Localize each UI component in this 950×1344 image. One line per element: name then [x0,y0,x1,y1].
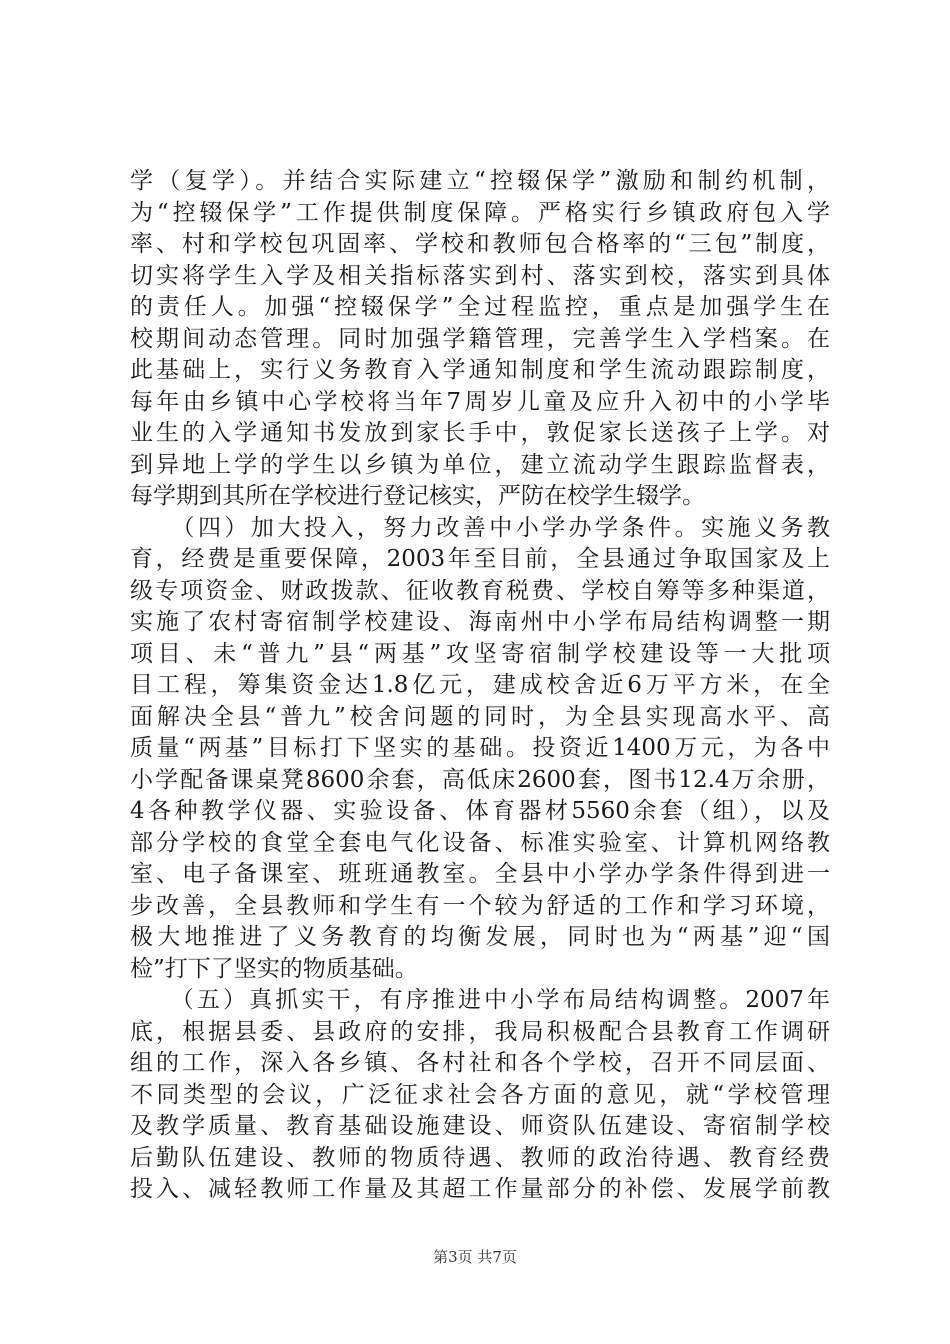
text-line: 每年由乡镇中心学校将当年7周岁儿童及应升入初中的小学毕 [130,388,830,415]
text-line: 校期间动态管理。同时加强学籍管理，完善学生入学档案。在 [130,325,830,352]
text-line: 切实将学生入学及相关指标落实到村、落实到校，落实到具体 [130,262,830,289]
text-line: 为“控辍保学”工作提供制度保障。严格实行乡镇政府包入学 [130,199,830,226]
text-line: 投入、减轻教师工作量及其超工作量部分的补偿、发展学前教 [130,1176,830,1202]
text-line: 不同类型的会议，广泛征求社会各方面的意见，就“学校管理 [130,1081,830,1108]
text-line: 级专项资金、财政拨款、征收教育税费、学校自筹等多种渠道， [130,577,830,604]
text-line: 学（复学）。并结合实际建立“控辍保学”激励和制约机制， [130,168,830,194]
text-line: 育，经费是重要保障，2003年至目前，全县通过争取国家及上 [130,546,830,572]
text-line: 项目、未“普九”县“两基”攻坚寄宿制学校建设等一大批项 [130,640,830,667]
text-line: 每学期到其所在学校进行登记核实，严防在校学生辍学。 [130,483,705,509]
text-line: 4各种教学仪器、实验设备、体育器材5560余套（组），以及 [130,798,830,824]
body-text [130,166,830,1206]
text-line: 到异地上学的学生以乡镇为单位，建立流动学生跟踪监督表， [130,451,830,478]
text-line: 步改善，全县教师和学生有一个较为舒适的工作和学习环境， [130,892,830,919]
text-line: 质量“两基”目标打下坚实的基础。投资近1400万元，为各中 [130,735,830,761]
text-line: 极大地推进了义务教育的均衡发展，同时也为“两基”迎“国 [130,924,830,950]
text-line: 检”打下了坚实的物质基础。 [130,955,418,982]
text-line: 目工程，筹集资金达1.8亿元，建成校舍近6万平方米，在全 [130,672,830,698]
page-footer: 第3页 共7页 [433,1248,517,1266]
text-line: 小学配备课桌凳8600余套，高低床2600套，图书12.4万余册， [130,766,830,793]
text-line: 实施了农村寄宿制学校建设、海南州中小学布局结构调整一期 [130,609,830,635]
text-line: 底，根据县委、县政府的安排，我局积极配合县教育工作调研 [130,1018,830,1045]
text-line: 室、电子备课室、班班通教室。全县中小学办学条件得到进一 [130,861,830,887]
text-line: 的责任人。加强“控辍保学”全过程监控，重点是加强学生在 [130,294,830,320]
text-line: 面解决全县“普九”校舍问题的同时，为全县实现高水平、高 [130,703,830,730]
text-line: 及教学质量、教育基础设施建设、师资队伍建设、寄宿制学校 [130,1113,830,1139]
text-line: （五）真抓实干，有序推进中小学布局结构调整。2007年 [130,987,830,1013]
text-line: 业生的入学通知书发放到家长手中，敦促家长送孩子上学。对 [130,420,830,446]
text-line: （四）加大投入，努力改善中小学办学条件。实施义务教 [130,514,830,541]
text-line: 此基础上，实行义务教育入学通知制度和学生流动跟踪制度， [130,357,830,383]
text-line: 率、村和学校包巩固率、学校和教师包合格率的“三包”制度， [130,231,830,257]
text-line: 后勤队伍建设、教师的物质待遇、教师的政治待遇、教育经费 [130,1144,830,1171]
text-line: 部分学校的食堂全套电气化设备、标准实验室、计算机网络教 [130,829,830,856]
text-line: 组的工作，深入各乡镇、各村社和各个学校，召开不同层面、 [130,1050,830,1076]
